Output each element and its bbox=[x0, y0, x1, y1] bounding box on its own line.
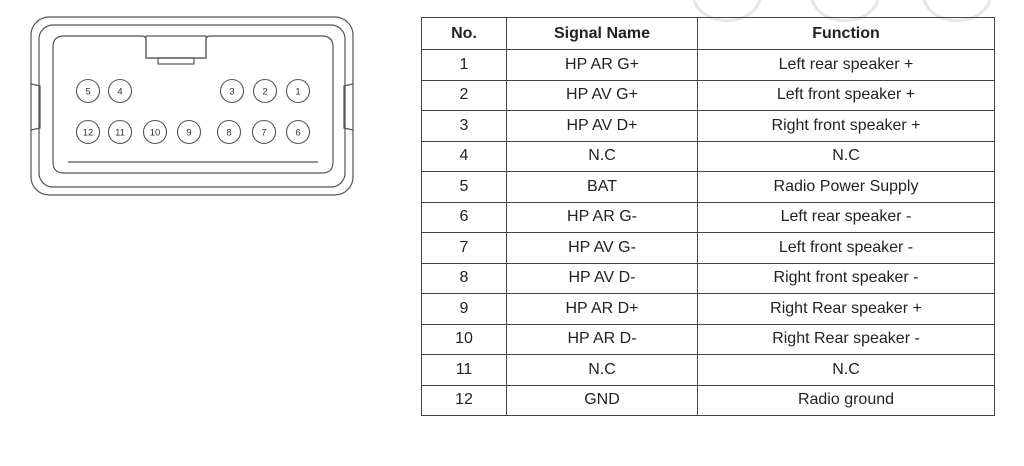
cell-signal-name: HP AV G- bbox=[507, 233, 698, 264]
cell-no: 8 bbox=[422, 263, 507, 294]
cell-function: Right front speaker + bbox=[698, 111, 995, 142]
latch-tab bbox=[158, 58, 194, 64]
cell-no: 1 bbox=[422, 50, 507, 81]
cell-no: 6 bbox=[422, 202, 507, 233]
cell-no: 11 bbox=[422, 355, 507, 386]
cell-signal-name: N.C bbox=[507, 355, 698, 386]
pin-label: 2 bbox=[262, 86, 268, 98]
cell-signal-name: BAT bbox=[507, 172, 698, 203]
cell-function: Left rear speaker - bbox=[698, 202, 995, 233]
cell-function: Left front speaker + bbox=[698, 80, 995, 111]
connector-shell-inner bbox=[39, 25, 345, 187]
inner-cavity bbox=[53, 36, 333, 173]
cell-signal-name: HP AV G+ bbox=[507, 80, 698, 111]
table-row bbox=[422, 202, 995, 233]
connector-shell-outer bbox=[31, 17, 353, 195]
pin-label: 6 bbox=[295, 127, 301, 139]
cell-signal-name: HP AR D+ bbox=[507, 294, 698, 325]
table-header-row bbox=[422, 18, 995, 50]
pinout-table bbox=[421, 17, 995, 416]
cell-function: Right Rear speaker - bbox=[698, 324, 995, 355]
cell-no: 5 bbox=[422, 172, 507, 203]
cell-no: 12 bbox=[422, 385, 507, 416]
table-row bbox=[422, 141, 995, 172]
cell-function: Left front speaker - bbox=[698, 233, 995, 264]
cell-function: N.C bbox=[698, 355, 995, 386]
pin-label: 5 bbox=[85, 86, 91, 98]
pin-label: 3 bbox=[229, 86, 235, 98]
cell-signal-name: HP AR G+ bbox=[507, 50, 698, 81]
cell-signal-name: HP AV D+ bbox=[507, 111, 698, 142]
pin-label: 8 bbox=[226, 127, 232, 139]
pin-label: 1 bbox=[295, 86, 301, 98]
cell-no: 4 bbox=[422, 141, 507, 172]
pin-label: 7 bbox=[261, 127, 267, 139]
pin-label: 4 bbox=[117, 86, 123, 98]
table-row bbox=[422, 80, 995, 111]
cell-no: 10 bbox=[422, 324, 507, 355]
cell-signal-name: HP AR D- bbox=[507, 324, 698, 355]
pin-group bbox=[77, 80, 310, 144]
table-row bbox=[422, 385, 995, 416]
pin-label: 9 bbox=[186, 127, 192, 139]
table-row bbox=[422, 324, 995, 355]
table-row bbox=[422, 111, 995, 142]
cell-no: 3 bbox=[422, 111, 507, 142]
pin-label: 12 bbox=[82, 127, 94, 139]
cell-no: 2 bbox=[422, 80, 507, 111]
table-row bbox=[422, 294, 995, 325]
header-function: Function bbox=[698, 18, 995, 50]
pinout-table-container bbox=[421, 17, 995, 416]
cell-signal-name: GND bbox=[507, 385, 698, 416]
cell-function: Radio Power Supply bbox=[698, 172, 995, 203]
table-row bbox=[422, 263, 995, 294]
pin-label: 10 bbox=[149, 127, 161, 139]
cell-signal-name: HP AR G- bbox=[507, 202, 698, 233]
table-row bbox=[422, 233, 995, 264]
cell-function: N.C bbox=[698, 141, 995, 172]
table-row bbox=[422, 172, 995, 203]
table-row bbox=[422, 355, 995, 386]
cell-function: Left rear speaker + bbox=[698, 50, 995, 81]
cell-no: 7 bbox=[422, 233, 507, 264]
latch bbox=[146, 36, 206, 58]
cell-function: Radio ground bbox=[698, 385, 995, 416]
cell-function: Right front speaker - bbox=[698, 263, 995, 294]
cell-function: Right Rear speaker + bbox=[698, 294, 995, 325]
header-no: No. bbox=[422, 18, 507, 50]
cell-no: 9 bbox=[422, 294, 507, 325]
cell-signal-name: HP AV D- bbox=[507, 263, 698, 294]
table-row bbox=[422, 50, 995, 81]
cell-signal-name: N.C bbox=[507, 141, 698, 172]
header-signal-name: Signal Name bbox=[507, 18, 698, 50]
pin-label: 11 bbox=[115, 127, 125, 139]
connector-diagram bbox=[28, 14, 358, 200]
